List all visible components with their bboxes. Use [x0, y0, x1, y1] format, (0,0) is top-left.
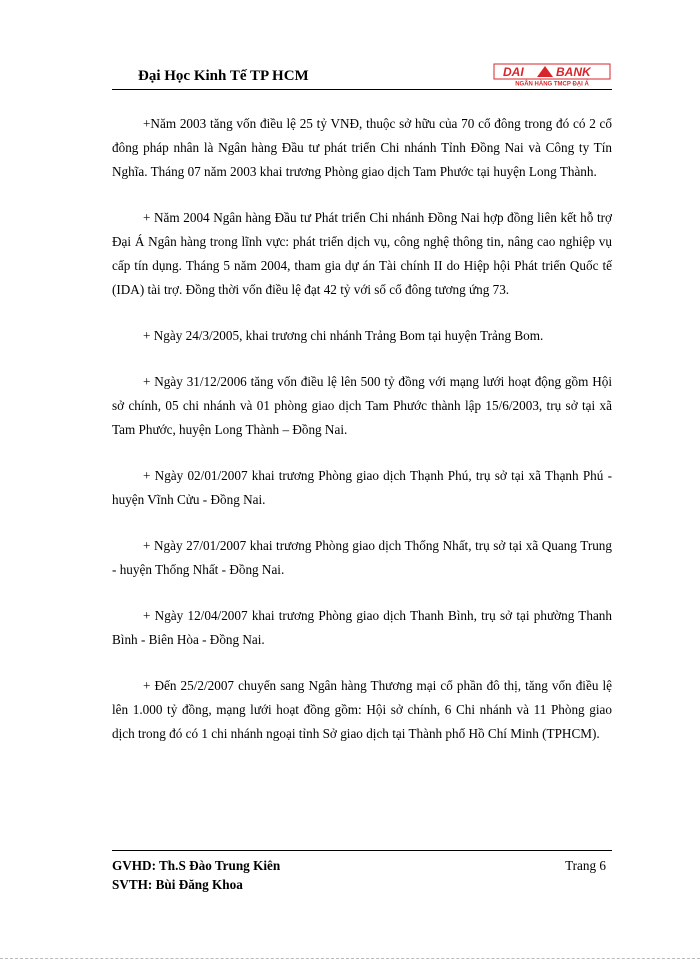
logo-brand-left: DAI [503, 65, 524, 79]
page-header [112, 62, 612, 92]
logo-a-mark [537, 66, 553, 77]
page-break-line [0, 958, 700, 959]
header-title: Đại Học Kinh Tế TP HCM [138, 68, 309, 84]
logo-brand-right: BANK [556, 65, 591, 79]
header-divider [112, 89, 612, 90]
page-footer [112, 856, 612, 894]
paragraph-2007-conversion: + Đến 25/2/2007 chuyển sang Ngân hàng Thương mại cổ phần đô thị, tăng vốn điều lệ lên 1.000 tỷ đồng, mạng lưới hoạt đồng gồm: Hội sở chính, 6 Chi nhánh và 11 Phòng giao dịch trong đó có 1 chi nhánh ngoại tỉnh Sở giao dịch tại Thành phố Hồ Chí Minh (TPHCM). [112, 678, 612, 741]
footer-student: SVTH: Bùi Đăng Khoa [112, 877, 243, 892]
document-body [112, 112, 612, 768]
paragraph-2004: + Năm 2004 Ngân hàng Đầu tư Phát triển Chi nhánh Đồng Nai hợp đồng liên kết hỗ trợ Đại Á Ngân hàng trong lĩnh vực: phát triển dịch vụ, công nghệ thông tin, nâng cao nghiệp vụ cấp tín dụng. Tháng 5 năm 2004, tham gia dự án Tài chính II do Hiệp hội Phát triển Quốc tế (IDA) tài trợ. Đồng thời vốn điều lệ đạt 42 tỷ với số cổ đông tương ứng 73. [112, 210, 612, 297]
footer-advisor: GVHD: Th.S Đào Trung Kiên [112, 858, 281, 873]
paragraph-2003: +Năm 2003 tăng vốn điều lệ 25 tỷ VNĐ, thuộc sở hữu của 70 cổ đông trong đó có 2 cổ đông pháp nhân là Ngân hàng Đầu tư phát triển Chi nhánh Tỉnh Đồng Nai và Công ty Tín Nghĩa. Tháng 07 năm 2003 khai trương Phòng giao dịch Tam Phước tại huyện Long Thành. [112, 116, 612, 179]
logo-tagline: NGÂN HÀNG TMCP ĐẠI Á [515, 81, 589, 87]
footer-divider [112, 850, 612, 851]
page-number: Trang 6 [565, 858, 606, 873]
paragraph-2007-thong-nhat: + Ngày 27/01/2007 khai trương Phòng giao dịch Thống Nhất, trụ sở tại xã Quang Trung - huyện Thống Nhất - Đồng Nai. [112, 538, 612, 577]
paragraph-2006: + Ngày 31/12/2006 tăng vốn điều lệ lên 500 tỷ đồng với mạng lưới hoạt động gồm Hội sở chính, 05 chi nhánh và 01 phòng giao dịch Tam Phước thành lập 15/6/2003, trụ sở tại xã Tam Phước, huyện Long Thành – Đồng Nai. [112, 374, 612, 437]
paragraph-2005: + Ngày 24/3/2005, khai trương chi nhánh Trảng Bom tại huyện Trảng Bom. [143, 328, 544, 343]
paragraph-2007-thanh-phu: + Ngày 02/01/2007 khai trương Phòng giao dịch Thạnh Phú, trụ sở tại xã Thạnh Phú - huyện Vĩnh Cửu - Đồng Nai. [112, 468, 612, 507]
daiabank-logo [493, 63, 611, 87]
paragraph-2007-thanh-binh: + Ngày 12/04/2007 khai trương Phòng giao dịch Thanh Bình, trụ sở tại phường Thanh Bình - Biên Hòa - Đồng Nai. [112, 608, 612, 647]
